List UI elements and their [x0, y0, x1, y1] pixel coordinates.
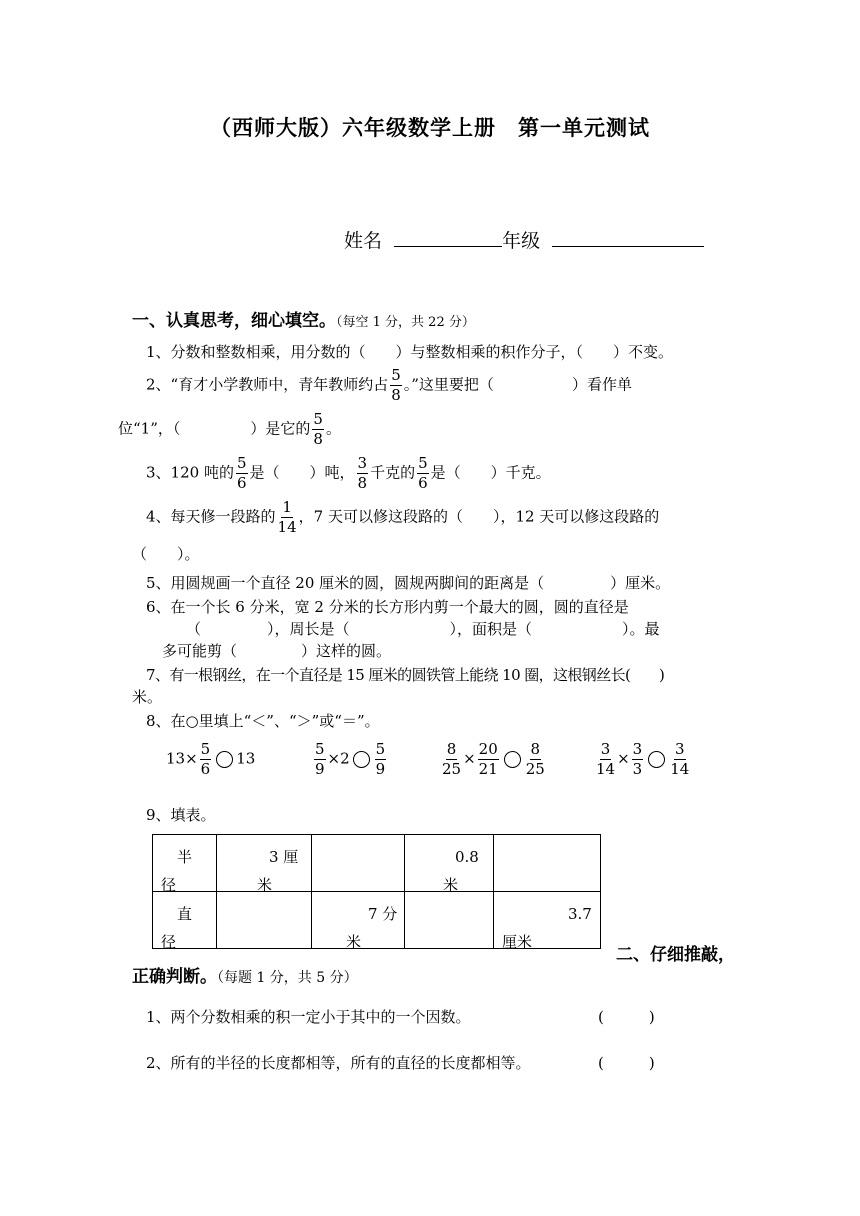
- q2-text-b: 。”这里要把（: [403, 375, 494, 394]
- judge-question-2: 2、所有的半径的长度都相等，所有的直径的长度都相等。: [146, 1054, 531, 1072]
- q3-text-c: 千克的: [370, 463, 416, 482]
- fraction: [375, 742, 387, 777]
- denominator: 3: [632, 760, 643, 778]
- cell-text: 直: [177, 905, 193, 923]
- q2-text-c: ）看作单: [571, 375, 632, 394]
- question-2-cont: [118, 412, 341, 447]
- table-cell: [217, 835, 312, 892]
- q4-text-b: ，7 天可以修这段路的（ ），12 天可以修这段路的: [298, 507, 660, 526]
- student-info-line: [344, 226, 704, 253]
- table-cell-blank[interactable]: [312, 835, 405, 892]
- q5-text-b: ）厘米。: [610, 574, 671, 592]
- fraction: [312, 412, 324, 447]
- section-1-heading: [132, 306, 475, 331]
- fraction: [390, 368, 402, 403]
- denominator: 14: [277, 518, 297, 536]
- compare-circle[interactable]: [648, 751, 665, 768]
- denominator: 6: [200, 760, 211, 778]
- q6-text-b3: ），面积是（: [449, 620, 533, 638]
- fraction: [526, 742, 545, 777]
- expr-text: 13×: [166, 749, 198, 768]
- cell-text: 3.7: [568, 905, 592, 923]
- fraction: [200, 742, 212, 777]
- numerator: 5: [236, 454, 247, 472]
- compare-expression-2: [312, 742, 388, 777]
- denominator: 14: [596, 760, 616, 778]
- cell-text: 3 厘: [269, 848, 299, 866]
- title-part-a: （西师大版）六年级数学上册: [210, 115, 496, 140]
- question-7-cont: 米。: [132, 688, 163, 706]
- denominator: 9: [315, 760, 325, 778]
- grade-blank[interactable]: [552, 228, 704, 247]
- q6-text-c2: ）这样的圆。: [301, 642, 392, 660]
- q6-text-b2: ），周长是（: [267, 620, 350, 638]
- fraction: [442, 742, 461, 777]
- table-header-cell: [153, 835, 217, 892]
- cell-text: 7 分: [368, 905, 398, 923]
- fraction: [314, 742, 326, 777]
- numerator: 3: [674, 740, 685, 758]
- table-row: [153, 835, 601, 892]
- question-2: [146, 368, 632, 403]
- cell-text: 厘米: [502, 933, 533, 951]
- numerator: 5: [313, 410, 323, 428]
- cell-text: 径: [161, 876, 177, 894]
- numerator: 5: [391, 366, 401, 384]
- fraction: [417, 456, 429, 491]
- fraction: [670, 742, 689, 777]
- cell-text: 米: [346, 933, 362, 951]
- question-8: 8、在○里填上“＜”、“＞”或“＝”。: [146, 712, 380, 730]
- numerator: 5: [418, 454, 428, 472]
- table-row: [153, 892, 601, 949]
- denominator: 6: [236, 474, 247, 492]
- section-2-note: （每题 1 分，共 5 分）: [217, 970, 358, 986]
- name-blank[interactable]: [394, 228, 502, 247]
- question-6-line-2: [186, 618, 660, 639]
- section-2-heading-b: [132, 962, 358, 987]
- table-cell-blank[interactable]: [217, 892, 312, 949]
- grade-label: 年级: [502, 230, 541, 252]
- page-title: [0, 112, 860, 142]
- question-9: 9、填表。: [146, 806, 216, 824]
- q6-text-c1: 多可能剪（: [162, 642, 238, 660]
- fraction: [596, 742, 615, 777]
- question-7: 7、有一根钢丝，在一个直径是 15 厘米的圆铁管上能绕 10 圈，这根钢丝长( ): [146, 666, 665, 684]
- q3-text-d: 是（ ）千克。: [430, 463, 551, 482]
- table-cell-blank[interactable]: [405, 892, 494, 949]
- cell-text: 0.8: [455, 848, 479, 866]
- table-cell-blank[interactable]: [494, 835, 601, 892]
- question-3: [146, 456, 551, 491]
- q2-text-d: 位“1”，（: [118, 419, 181, 438]
- table-cell: [494, 892, 601, 949]
- title-part-b: 第一单元测试: [518, 115, 650, 140]
- cell-text: 米: [443, 876, 459, 894]
- section-1-note: （每空 1 分，共 22 分）: [336, 315, 475, 330]
- numerator: 3: [632, 740, 643, 758]
- expr-text: ×2: [327, 749, 350, 768]
- q2-text-e: ）是它的: [250, 419, 311, 438]
- numerator: 8: [530, 740, 541, 758]
- question-5: [146, 572, 670, 593]
- fill-in-table: [152, 834, 601, 949]
- denominator: 6: [418, 474, 428, 492]
- compare-expression-4: [594, 742, 691, 777]
- table-cell: [405, 835, 494, 892]
- fraction: [478, 742, 499, 777]
- q3-text-a: 3、120 吨的: [146, 463, 234, 482]
- compare-circle[interactable]: [504, 751, 521, 768]
- fraction: [357, 456, 369, 491]
- cell-text: 半: [177, 848, 193, 866]
- table-header-cell: [153, 892, 217, 949]
- denominator: 25: [442, 760, 462, 778]
- numerator: 5: [375, 740, 386, 758]
- section-2-heading-a: 二、仔细推敲，: [616, 945, 735, 965]
- name-label: 姓名: [344, 230, 383, 252]
- cell-text: 径: [161, 933, 177, 951]
- q6-paren-open: （: [186, 620, 202, 638]
- expr-text: 13: [236, 749, 256, 768]
- question-6-line-3: [162, 640, 391, 661]
- fraction: [278, 500, 297, 535]
- question-4-cont: （ ）。: [132, 545, 200, 563]
- denominator: 25: [525, 760, 545, 778]
- numerator: 1: [282, 498, 292, 516]
- judge-question-1: 1、两个分数相乘的积一定小于其中的一个因数。: [146, 1008, 471, 1026]
- compare-circle[interactable]: [216, 751, 233, 768]
- question-4: [146, 500, 659, 535]
- denominator: 14: [670, 760, 690, 778]
- numerator: 3: [600, 740, 611, 758]
- denominator: 8: [357, 474, 368, 492]
- q3-text-b: 是（ ）吨，: [249, 463, 355, 482]
- cell-text: 米: [257, 876, 273, 894]
- section-1-title: 一、认真思考，细心填空。: [132, 311, 336, 331]
- expr-text: ×: [617, 749, 630, 768]
- expr-text: ×: [463, 749, 476, 768]
- judge-answer-paren-2[interactable]: ( ): [598, 1054, 655, 1072]
- numerator: 20: [478, 740, 498, 758]
- compare-circle[interactable]: [353, 751, 370, 768]
- compare-expression-1: [166, 742, 255, 777]
- judge-answer-paren-1[interactable]: ( ): [598, 1008, 655, 1026]
- fraction: [236, 456, 248, 491]
- section-2-title: 正确判断。: [132, 967, 217, 987]
- denominator: 9: [375, 760, 386, 778]
- question-6: 6、在一个长 6 分米，宽 2 分米的长方形内剪一个最大的圆，圆的直径是: [146, 598, 629, 616]
- numerator: 5: [200, 740, 211, 758]
- question-1: 1、分数和整数相乘，用分数的（ ）与整数相乘的积作分子，（ ）不变。: [146, 343, 674, 361]
- denominator: 8: [391, 386, 401, 404]
- table-cell: [312, 892, 405, 949]
- q4-text-a: 4、每天修一段路的: [146, 507, 276, 526]
- denominator: 21: [478, 760, 498, 778]
- numerator: 5: [315, 740, 325, 758]
- compare-expression-3: [440, 742, 547, 777]
- numerator: 3: [357, 454, 368, 472]
- denominator: 8: [313, 430, 323, 448]
- q2-text-a: 2、“育才小学教师中，青年教师约占: [146, 375, 389, 394]
- numerator: 8: [446, 740, 457, 758]
- q5-text-a: 5、用圆规画一个直径 20 厘米的圆，圆规两脚间的距离是（: [146, 574, 545, 592]
- q6-text-b4: ）。最: [622, 620, 660, 638]
- fraction: [632, 742, 644, 777]
- q2-text-f: 。: [325, 419, 341, 438]
